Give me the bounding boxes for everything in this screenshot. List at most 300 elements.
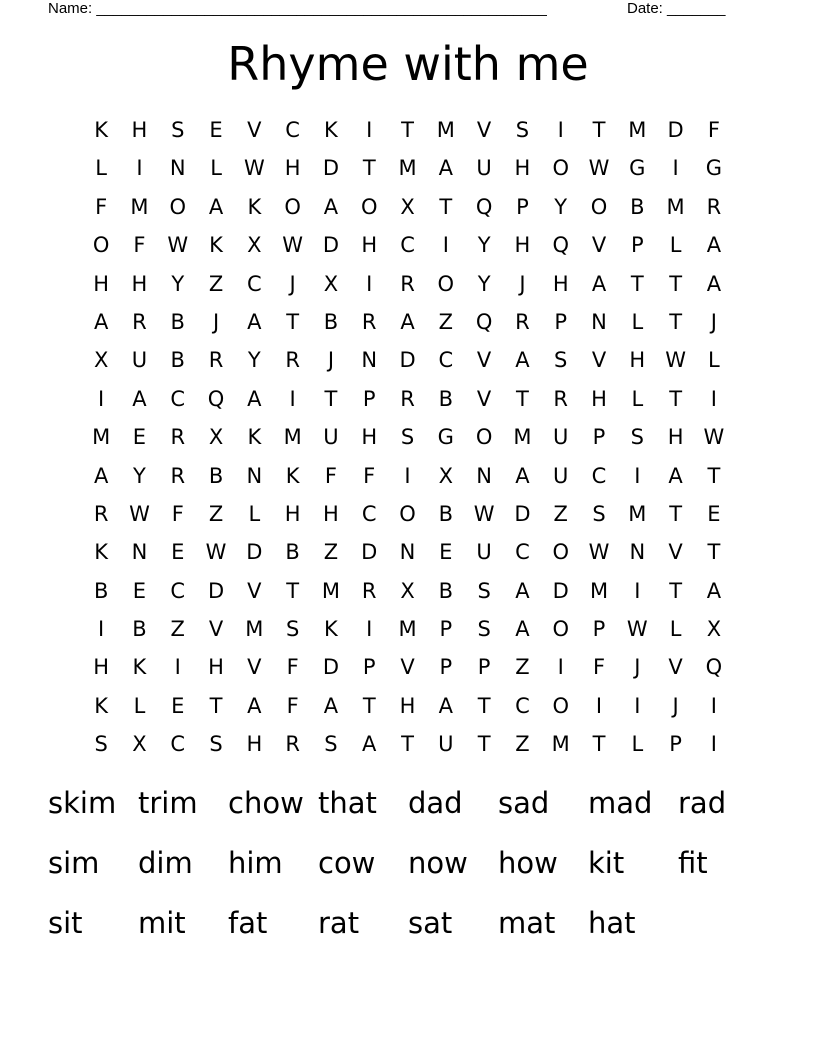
grid-cell: D — [322, 233, 340, 258]
grid-cell: V — [247, 118, 262, 142]
grid-cell: H — [514, 156, 531, 181]
grid-cell: V — [591, 348, 607, 373]
grid-cell: C — [170, 386, 186, 411]
grid-cell: N — [399, 540, 416, 565]
grid-cell: K — [209, 233, 223, 258]
word-bank-item: skim — [48, 786, 117, 820]
grid-cell: D — [552, 578, 569, 603]
grid-cell: D — [322, 156, 340, 181]
grid-cell: R — [706, 194, 722, 219]
grid-cell: Y — [554, 194, 568, 219]
grid-cell: D — [246, 540, 263, 565]
grid-cell: T — [630, 271, 644, 296]
grid-cell: I — [710, 693, 717, 718]
grid-cell: M — [436, 118, 455, 142]
grid-cell: G — [705, 156, 723, 181]
page-title: Rhyme with me — [227, 37, 589, 91]
grid-cell: K — [94, 693, 109, 718]
grid-cell: I — [289, 386, 296, 411]
grid-cell: D — [399, 348, 416, 373]
grid-cell: X — [400, 578, 415, 603]
word-bank-item: mit — [138, 906, 186, 940]
grid-cell: T — [592, 118, 606, 142]
grid-row — [82, 418, 733, 456]
grid-cell: C — [285, 118, 300, 142]
grid-cell: A — [591, 271, 607, 296]
grid-cell: A — [438, 156, 453, 181]
grid-cell: H — [361, 425, 378, 450]
grid-cell: R — [285, 732, 300, 757]
grid-cell: T — [286, 309, 300, 334]
grid-cell: O — [552, 693, 569, 718]
grid-cell: J — [519, 271, 526, 296]
word-bank-item: fit — [678, 846, 708, 880]
grid-cell: A — [93, 463, 109, 488]
grid-cell: C — [170, 578, 186, 603]
grid-cell: T — [324, 386, 338, 411]
grid-cell: R — [208, 348, 224, 373]
grid-cell: P — [477, 655, 491, 680]
grid-cell: M — [513, 425, 532, 450]
grid-cell: Z — [438, 309, 454, 334]
grid-cell: I — [672, 156, 679, 181]
grid-cell: R — [400, 271, 415, 296]
word-bank-item: chow — [228, 786, 304, 820]
grid-cell: P — [439, 655, 453, 680]
grid-cell: B — [438, 501, 454, 526]
grid-cell: T — [669, 386, 683, 411]
grid-cell: H — [93, 655, 110, 680]
grid-cell: A — [208, 194, 224, 219]
grid-cell: P — [439, 617, 453, 642]
grid-cell: T — [401, 732, 414, 757]
grid-cell: P — [516, 194, 529, 219]
grid-cell: M — [551, 732, 570, 757]
grid-cell: M — [398, 156, 417, 181]
grid-cell: Z — [553, 501, 568, 526]
word-bank-item: fat — [228, 906, 268, 940]
letter-grid — [82, 111, 733, 764]
grid-cell: H — [514, 233, 531, 258]
grid-row — [82, 341, 733, 379]
grid-cell: U — [553, 425, 569, 450]
grid-cell: Y — [133, 463, 146, 488]
grid-cell: H — [131, 118, 148, 142]
grid-cell: R — [285, 348, 300, 373]
grid-cell: X — [323, 271, 339, 296]
grid-cell: A — [93, 309, 109, 334]
grid-row — [82, 111, 733, 149]
grid-cell: A — [247, 309, 262, 334]
grid-cell: I — [595, 693, 603, 718]
grid-cell: V — [476, 118, 492, 142]
grid-cell: V — [476, 386, 492, 411]
grid-cell: M — [628, 501, 647, 526]
grid-cell: T — [669, 501, 683, 526]
grid-cell: I — [98, 617, 105, 642]
grid-cell: A — [323, 194, 339, 219]
grid-cell: J — [327, 348, 335, 373]
grid-cell: K — [285, 463, 300, 488]
grid-cell: V — [400, 655, 415, 680]
grid-cell: N — [591, 309, 607, 334]
grid-cell: E — [707, 501, 721, 526]
grid-cell: R — [93, 501, 109, 526]
grid-cell: P — [669, 732, 682, 757]
grid-cell: W — [703, 425, 725, 450]
grid-cell: W — [243, 156, 265, 181]
grid-cell: X — [132, 732, 147, 757]
grid-cell: P — [362, 386, 376, 411]
grid-row — [82, 572, 733, 610]
grid-cell: J — [710, 309, 717, 334]
grid-cell: L — [708, 348, 720, 373]
grid-cell: K — [324, 118, 338, 142]
grid-cell: T — [669, 578, 683, 603]
grid-cell: U — [476, 540, 492, 565]
grid-cell: K — [94, 540, 109, 565]
grid-cell: X — [208, 425, 224, 450]
grid-cell: F — [592, 655, 606, 680]
grid-cell: F — [286, 693, 299, 718]
grid-cell: C — [400, 233, 415, 258]
grid-cell: Q — [705, 655, 723, 680]
grid-cell: O — [92, 233, 110, 258]
grid-cell: T — [362, 156, 376, 181]
grid-cell: W — [282, 233, 304, 258]
grid-cell: S — [630, 425, 644, 450]
word-bank-item: him — [228, 846, 283, 880]
grid-cell: J — [634, 655, 641, 680]
grid-row — [82, 687, 733, 725]
word-bank-item: dim — [138, 846, 193, 880]
word-bank-item: how — [498, 846, 558, 880]
grid-cell: F — [707, 118, 720, 142]
name-field-label: Name: ______________________________________________________ — [48, 0, 547, 17]
grid-cell: C — [247, 271, 262, 296]
grid-cell: C — [361, 501, 377, 526]
grid-cell: G — [437, 425, 454, 450]
grid-cell: C — [170, 732, 186, 757]
grid-cell: T — [439, 194, 453, 219]
grid-row — [82, 265, 733, 303]
grid-cell: B — [438, 578, 454, 603]
grid-cell: O — [475, 425, 493, 450]
grid-cell: B — [438, 386, 454, 411]
grid-cell: W — [665, 348, 686, 373]
grid-cell: M — [666, 194, 685, 219]
grid-cell: H — [93, 271, 110, 296]
grid-cell: H — [246, 732, 263, 757]
grid-cell: S — [477, 578, 491, 603]
grid-cell: Q — [475, 309, 493, 334]
grid-cell: M — [283, 425, 302, 450]
grid-cell: I — [557, 118, 564, 142]
grid-cell: B — [208, 463, 224, 488]
grid-cell: A — [400, 309, 415, 334]
grid-row — [82, 648, 733, 686]
grid-cell: T — [286, 578, 300, 603]
grid-cell: T — [707, 540, 721, 565]
grid-cell: K — [94, 118, 109, 142]
grid-cell: W — [588, 156, 610, 181]
grid-cell: M — [92, 425, 111, 450]
grid-cell: R — [361, 578, 377, 603]
grid-cell: L — [669, 617, 682, 642]
grid-cell: O — [590, 194, 608, 219]
grid-cell: O — [169, 194, 186, 219]
grid-row — [82, 303, 733, 341]
grid-cell: S — [285, 617, 300, 642]
grid-cell: T — [477, 693, 491, 718]
grid-cell: W — [129, 501, 150, 526]
grid-cell: B — [132, 617, 147, 642]
grid-cell: P — [630, 233, 644, 258]
grid-row — [82, 725, 733, 763]
grid-cell: L — [248, 501, 261, 526]
grid-cell: I — [557, 655, 564, 680]
grid-cell: R — [400, 386, 415, 411]
grid-cell: P — [592, 617, 606, 642]
grid-cell: S — [324, 732, 338, 757]
grid-cell: U — [553, 463, 569, 488]
grid-cell: M — [321, 578, 340, 603]
grid-row — [82, 495, 733, 533]
grid-row — [82, 457, 733, 495]
grid-cell: M — [398, 617, 417, 642]
grid-cell: H — [399, 693, 416, 718]
grid-cell: C — [438, 348, 454, 373]
grid-cell: H — [284, 501, 301, 526]
grid-cell: H — [208, 655, 224, 680]
grid-cell: T — [362, 693, 376, 718]
word-bank-item: sim — [48, 846, 100, 880]
grid-cell: R — [170, 425, 186, 450]
grid-cell: F — [363, 463, 376, 488]
grid-cell: J — [672, 693, 679, 718]
grid-cell: X — [400, 194, 415, 219]
grid-cell: O — [284, 194, 301, 219]
grid-cell: O — [552, 617, 569, 642]
date-field-label: Date: _______ — [627, 0, 726, 17]
grid-cell: R — [170, 463, 186, 488]
grid-cell: A — [515, 463, 530, 488]
grid-cell: B — [170, 348, 185, 373]
grid-cell: O — [552, 156, 569, 181]
grid-cell: H — [591, 386, 607, 411]
grid-cell: A — [323, 693, 339, 718]
grid-cell: L — [95, 156, 107, 181]
grid-cell: D — [514, 501, 531, 526]
grid-row — [82, 149, 733, 187]
grid-cell: T — [669, 309, 683, 334]
word-bank-item: mad — [588, 786, 653, 820]
grid-cell: R — [132, 309, 147, 334]
grid-cell: U — [323, 425, 339, 450]
grid-cell: O — [437, 271, 455, 296]
grid-row — [82, 226, 733, 264]
grid-cell: E — [439, 540, 453, 565]
grid-cell: A — [668, 463, 683, 488]
word-bank-item: rat — [318, 906, 360, 940]
grid-cell: L — [669, 233, 682, 258]
grid-cell: X — [438, 463, 454, 488]
grid-cell: V — [247, 655, 262, 680]
grid-cell: K — [247, 425, 262, 450]
grid-cell: A — [362, 732, 377, 757]
grid-cell: N — [131, 540, 148, 565]
word-bank-item: that — [318, 786, 377, 820]
grid-row — [82, 610, 733, 648]
word-bank-item: rad — [678, 786, 727, 820]
grid-cell: L — [631, 732, 644, 757]
grid-cell: A — [132, 386, 147, 411]
grid-cell: I — [710, 386, 717, 411]
grid-cell: A — [706, 578, 722, 603]
grid-cell: S — [209, 732, 223, 757]
grid-cell: A — [515, 617, 530, 642]
grid-cell: V — [668, 655, 683, 680]
grid-cell: K — [247, 194, 262, 219]
grid-cell: I — [634, 578, 641, 603]
grid-cell: A — [706, 271, 722, 296]
grid-cell: L — [210, 156, 222, 181]
grid-cell: Q — [207, 386, 225, 411]
grid-cell: E — [132, 578, 147, 603]
grid-cell: K — [324, 617, 338, 642]
grid-cell: H — [667, 425, 684, 450]
grid-cell: E — [171, 540, 185, 565]
word-bank-row — [48, 780, 768, 840]
grid-cell: D — [361, 540, 378, 565]
grid-cell: X — [93, 348, 109, 373]
grid-cell: B — [170, 309, 185, 334]
grid-cell: E — [132, 425, 147, 450]
grid-cell: I — [404, 463, 411, 488]
grid-cell: Z — [515, 732, 530, 757]
word-bank-item: mat — [498, 906, 556, 940]
grid-cell: O — [399, 501, 416, 526]
word-bank-item: sad — [498, 786, 550, 820]
grid-cell: W — [473, 501, 495, 526]
grid-cell: T — [669, 271, 683, 296]
grid-cell: W — [167, 233, 189, 258]
grid-cell: I — [136, 156, 143, 181]
grid-cell: U — [438, 732, 454, 757]
grid-cell: Z — [515, 655, 530, 680]
grid-cell: Z — [170, 617, 185, 642]
grid-cell: Z — [208, 501, 224, 526]
grid-cell: X — [706, 617, 722, 642]
grid-cell: E — [171, 693, 185, 718]
grid-cell: U — [476, 156, 492, 181]
grid-cell: H — [284, 156, 301, 181]
grid-cell: A — [515, 578, 530, 603]
grid-cell: H — [629, 348, 646, 373]
grid-cell: E — [209, 118, 223, 142]
word-bank-item: cow — [318, 846, 376, 880]
grid-cell: T — [209, 693, 223, 718]
word-bank-row — [48, 900, 768, 960]
grid-cell: H — [131, 271, 148, 296]
grid-row — [82, 380, 733, 418]
grid-cell: J — [289, 271, 296, 296]
grid-cell: T — [477, 732, 491, 757]
grid-cell: N — [629, 540, 646, 565]
grid-cell: S — [400, 425, 415, 450]
grid-cell: D — [322, 655, 340, 680]
grid-cell: W — [205, 540, 227, 565]
grid-cell: I — [366, 271, 373, 296]
grid-cell: V — [591, 233, 607, 258]
grid-cell: L — [133, 693, 146, 718]
grid-cell: S — [554, 348, 568, 373]
grid-cell: B — [630, 194, 645, 219]
grid-cell: B — [323, 309, 339, 334]
grid-cell: A — [438, 693, 453, 718]
grid-cell: P — [592, 425, 606, 450]
grid-cell: N — [169, 156, 186, 181]
grid-cell: M — [245, 617, 264, 642]
grid-cell: X — [247, 233, 262, 258]
grid-cell: C — [515, 693, 530, 718]
grid-cell: I — [634, 693, 641, 718]
grid-cell: F — [286, 655, 299, 680]
grid-cell: Z — [208, 271, 224, 296]
word-bank — [48, 780, 768, 960]
grid-cell: A — [247, 386, 262, 411]
grid-cell: U — [131, 348, 148, 373]
grid-cell: Q — [475, 194, 493, 219]
grid-cell: N — [246, 463, 263, 488]
grid-cell: D — [207, 578, 225, 603]
grid-cell: A — [706, 233, 722, 258]
grid-cell: Y — [477, 271, 491, 296]
grid-cell: M — [628, 118, 647, 142]
grid-cell: P — [362, 655, 376, 680]
grid-cell: P — [554, 309, 568, 334]
grid-cell: L — [631, 309, 644, 334]
word-bank-item: sat — [408, 906, 453, 940]
grid-cell: V — [668, 540, 683, 565]
grid-cell: A — [247, 693, 262, 718]
grid-cell: R — [515, 309, 530, 334]
grid-cell: J — [212, 309, 220, 334]
word-bank-row — [48, 840, 768, 900]
grid-cell: I — [634, 463, 641, 488]
grid-cell: Q — [552, 233, 569, 258]
word-bank-item: kit — [588, 846, 625, 880]
grid-cell: I — [98, 386, 105, 411]
grid-cell: O — [360, 194, 378, 219]
grid-cell: I — [442, 233, 449, 258]
word-bank-item: now — [408, 846, 468, 880]
grid-cell: Y — [171, 271, 185, 296]
grid-cell: R — [553, 386, 568, 411]
word-bank-item: trim — [138, 786, 198, 820]
grid-cell: T — [592, 732, 606, 757]
grid-cell: I — [366, 118, 373, 142]
grid-cell: V — [247, 578, 262, 603]
word-bank-item: sit — [48, 906, 83, 940]
grid-cell: I — [710, 732, 717, 757]
grid-cell: S — [515, 118, 530, 142]
grid-cell: T — [707, 463, 721, 488]
grid-cell: H — [552, 271, 569, 296]
grid-cell: B — [285, 540, 300, 565]
grid-cell: N — [476, 463, 492, 488]
grid-row — [82, 188, 733, 226]
